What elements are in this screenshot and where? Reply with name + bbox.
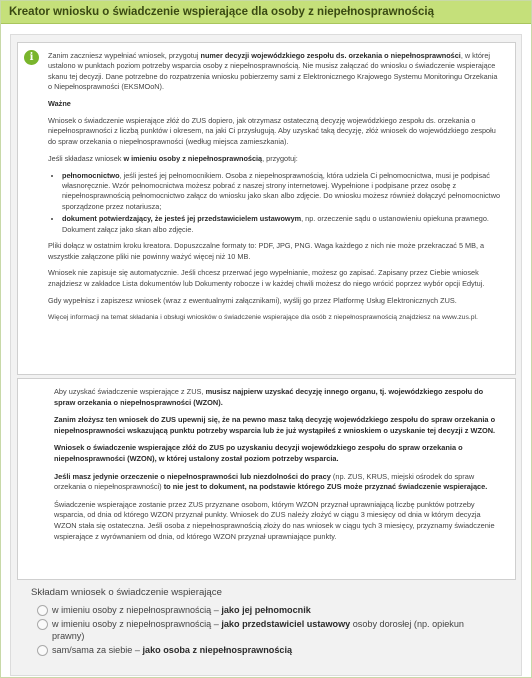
radio-button[interactable] bbox=[37, 605, 48, 616]
radio-button[interactable] bbox=[37, 619, 48, 630]
wizard-title: Kreator wniosku o świadczenie wspierające dla osoby z niepełnosprawnością bbox=[1, 1, 531, 24]
notice-paragraph: Zanim złożysz ten wniosek do ZUS upewnij się, że na pewno masz taką decyzję wojewódzkiego zespołu do spraw orzekania o niepełnosprawności wskazującą punktu potrzeby wsparcia lub że już wystąpiłeś z wnioskiem o uzyskanie tej decyzji z WZON. bbox=[54, 415, 496, 435]
notice-paragraph: Wniosek o świadczenie wspierające złóż do ZUS po uzyskaniu decyzji wojewódzkiego zespołu do spraw orzekania o niepełnosprawności (WZON), w której ustalony został poziom potrzeby wsparcia. bbox=[54, 443, 463, 463]
radio-button[interactable] bbox=[37, 645, 48, 656]
info-paragraph: Zanim zaczniesz wypełniać wniosek, przygotuj numer decyzji wojewódzkiego zespołu ds. orzekania o niepełnosprawności, w której ustalono w punktach poziom potrzeby wsparcia osoby z niepełnosprawnością. Nie musisz załączać do wniosku o świadczenie wspierające skanu tej decyzji. Dane potrzebne do rozpatrzenia wniosku pobierzemy sami z Elektronicznego Krajowego Systemu Monitoringu Orzekania o Niepełnosprawności (EKSMOoN). bbox=[48, 51, 498, 92]
documents-list bbox=[48, 171, 503, 235]
info-paragraph: Pliki dołącz w ostatnim kroku kreatora. Dopuszczalne formaty to: PDF, JPG, PNG. Waga każdego z nich nie może przekraczać 5 MB, a wszystkie załączone pliki nie powinny ważyć więcej niż 10 MB. bbox=[48, 241, 485, 261]
info-paragraph: Jeśli składasz wniosek w imieniu osoby z niepełnosprawnością, przygotuj: bbox=[48, 153, 298, 163]
notice-paragraph: Aby uzyskać świadczenie wspierające z ZUS, musisz najpierw uzyskać decyzję innego organu, tj. wojewódzkiego zespołu do spraw orzekania o niepełnosprawności (WZON). bbox=[54, 387, 484, 407]
notice-paragraph: Świadczenie wspierające zostanie przez ZUS przyznane osobom, którym WZON przyznał uprawniającą liczbę punktów potrzeby wsparcia, od dnia od którego WZON przyznał punkty. Wniosek do ZUS należy złożyć w ciągu 3 miesięcy od dnia w którym decyzja WZON stała się ostateczna. Jeśli osoba z niepełnosprawnością złoży do nas wniosek w ciągu tych 3 miesięcy, przyznamy świadczenie wspierające z wyrównaniem od dnia, od którego WZON przyznał uprawniające punkty. bbox=[54, 499, 495, 541]
info-icon: i bbox=[24, 50, 39, 65]
notice-box bbox=[17, 378, 516, 580]
info-paragraph: Więcej informacji na temat składania i obsługi wniosków o świadczenie wspierające dla osób z niepełnosprawnością znajdziesz na www.zus.pl. bbox=[48, 313, 478, 321]
list-item: • dokument potwierdzający, że jesteś jej przedstawicielem ustawowym, np. orzeczenie sądu o ustanowieniu opiekuna prawnego. Dokument załącz jako skan albo zdjęcie. bbox=[62, 214, 503, 235]
list-item: • pełnomocnictwo, jeśli jesteś jej pełnomocnikiem. Osoba z niepełnosprawnością, która udziela Ci pełnomocnictwa, musi je podpisać własnoręcznie. Wzór pełnomocnictwa możesz pobrać z naszej strony internetowej. Wypełnione i podpisane przez osobę z niepełnosprawnością pełnomocnictwo załącz do wniosku jako skan albo zdjęcie. Do wniosku możesz również dołączyć pełnomocnictwo sporządzone przez notariusza; bbox=[62, 171, 503, 213]
notice-paragraph: Jeśli masz jedynie orzeczenie o niepełnosprawności lub niezdolności do pracy (np. ZUS, KRUS, miejski ośrodek do spraw orzekania o niepełnosprawności) to nie jest to dokument, na podstawie którego ZUS może przyznać świadczenie wspierające. bbox=[54, 471, 488, 492]
applicant-type-label: Składam wniosek o świadczenie wspierające bbox=[31, 587, 222, 598]
info-content bbox=[48, 51, 503, 330]
option-proxy[interactable]: w imieniu osoby z niepełnosprawnością – jako jej pełnomocnik bbox=[52, 604, 482, 616]
info-box bbox=[17, 42, 516, 375]
option-self[interactable]: sam/sama za siebie – jako osoba z niepełnosprawnością bbox=[52, 644, 482, 656]
info-heading: Ważne bbox=[48, 99, 71, 109]
info-paragraph: Wniosek nie zapisuje się automatycznie. Jeśli chcesz przerwać jego wypełnianie, możesz go zapisać. Zapisany przez Ciebie wniosek znajdziesz w zakładce Lista dokumentów lub Dokumenty robocze i w każdej chwili możesz do niego wrócić poprzez wybór opcji Edytuj. bbox=[48, 268, 485, 288]
info-paragraph: Gdy wypełnisz i zapiszesz wniosek (wraz z ewentualnymi załącznikami), wyślij go przez Platformę Usług Elektronicznych ZUS. bbox=[48, 295, 457, 305]
info-paragraph: Wniosek o świadczenie wspierające złóż do ZUS dopiero, jak otrzymasz ostateczną decyzję wojewódzkiego zespołu ds. orzekania o niepełnosprawności z liczbą punktów i okresem, na jaki Ci przysługują. Aby uzyskać taką decyzję, złóż wniosek do wojewódzkiego zespołu do spraw orzekania o niepełnosprawności (według miejsca zamieszkania). bbox=[48, 116, 496, 146]
notice-content bbox=[54, 387, 503, 549]
option-legal-representative[interactable]: w imieniu osoby z niepełnosprawnością – jako przedstawiciel ustawowy osoby dorosłej (np. opiekun prawny) bbox=[52, 618, 482, 642]
